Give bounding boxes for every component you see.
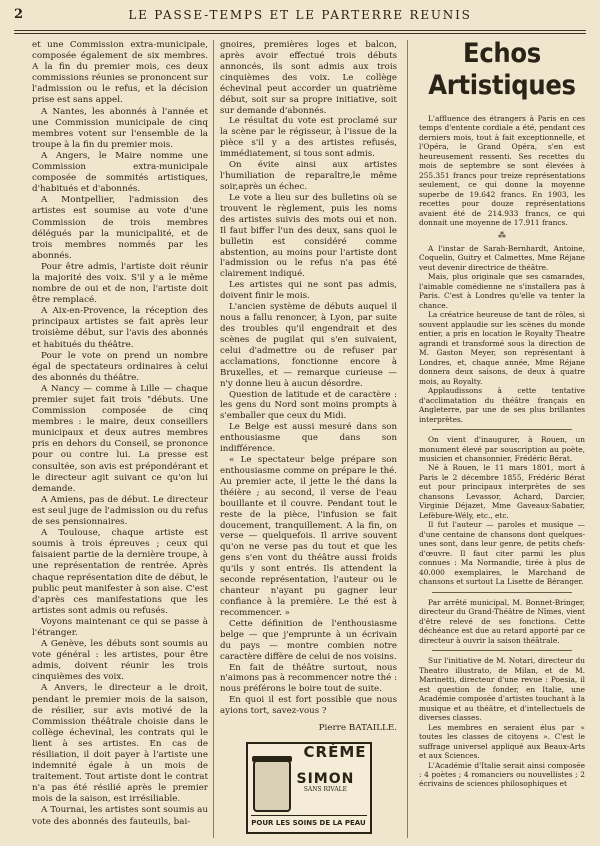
header-rule-2 [14, 33, 586, 34]
paragraph: On évite ainsi aux artistes l'humiliation de reparaître,le même soir,après un échec. [220, 160, 397, 192]
paragraph: Le Belge est aussi mesuré dans son enthousiasme que dans son indifférence. [220, 422, 397, 455]
page-header [14, 7, 586, 29]
paragraph: En quoi il est fort possible que nous ayions tort, savez-vous ? [220, 695, 397, 717]
paragraph: On vient d'inaugurer, à Rouen, un monument élevé par souscription au poète, musicien et chansonnier, Frédéric Bérat. [419, 435, 585, 463]
paragraph: Pour le vote on prend un nombre égal de spectateurs ordinaires à celui des abonnés du théâtre. [32, 350, 208, 383]
paragraph: Le résultat du vote est proclamé sur la scène par le régisseur, à l'issue de la pièce s'il y a des artistes refusés, immédiatement, si tous sont admis. [220, 116, 397, 160]
paragraph: Sur l'initiative de M. Notari, directeur du Theatro illustrato, de Milan, et de M. Marinetti, directeur d'une revue : Poesia, il est question de fonder, en Italie, une Académie composée d'artistes touchant à la musique et au théâtre, et d'intellectuels de diverses classes. [419, 656, 585, 723]
paragraph: L'Académie d'Italie serait ainsi composée : 4 poètes ; 4 romanciers ou nouvellistes ; 2 écrivains de sciences philosophiques et [419, 760, 585, 789]
paragraph: A l'instar de Sarah-Bernhardt, Antoine, Coquelin, Guitry et Calmettes, Mme Réjane veut devenir directrice de théâtre. [419, 243, 585, 272]
separator-rule [432, 429, 572, 430]
advertisement-creme-simon [246, 742, 372, 834]
paragraph: L'affluence des étrangers à Paris en ces temps d'entente cordiale a été, pendant ces derniers mois, tout à fait exceptionnelle, et l'Opéra, le Grand Opéra, s'en est heureusement ressenti. Ses recettes du mois de septembre se sont élevées à 255.351 francs pour treize représentations seulement, ce qui donne la moyenne superbe de 19.642 francs. En 1903, les recettes pour douze représentations avaient été de 214.933 francs, ce qui donnait une moyenne de 17.911 francs. [419, 114, 585, 228]
section-title: Echos Artistiques [428, 38, 576, 101]
paragraph: Le vote a lieu sur des bulletins où se trouvent le règlement, puis les noms des artistes suivis des mots oui et non. Il faut biffer l'un des deux, sans quoi le bulletin est considéré comme abstention, au moins pour l'artiste dont l'admission ou le refus n'a pas été clairement indiqué. [220, 192, 397, 280]
ad-brand: SIMON [296, 771, 355, 788]
publication-title: LE PASSE-TEMPS ET LE PARTERRE REUNIS [128, 8, 472, 22]
paragraph: A Angers, le Maire nomme une Commission extra-municipale composée de sommités artistiques, d'habitués et d'abonnés. [32, 150, 208, 195]
ad-tagline: SANS RIVALE [303, 786, 348, 793]
ad-headline: CRÈME [303, 743, 367, 762]
page-number: 2 [14, 7, 24, 22]
paragraph: Né à Rouen, le 11 mars 1801, mort à Paris le 2 décembre 1855, Frédéric Bérat eut pour principaux interprètes de ses chansons Levassor, Achard, Darcier, Virginie Déjazet, Mme Gaveaux-Sabatier, Lefèbure-Wély, etc., etc. [419, 463, 585, 520]
separator-stars: ⁂ [498, 230, 506, 240]
paragraph: Voyons maintenant ce qui se passe à l'étranger. [32, 616, 208, 638]
paragraph: Il fut l'auteur — paroles et musique — d'une centaine de chansons dont quelques-unes sont, dans leur genre, de petits chefs-d'œuvre. Il faut citer parmi les plus connues : Ma Normandie, tirée à plus de 40.000 exemplaires, le Marchand de chansons et surtout La Lisette de Béranger. [419, 520, 585, 587]
paragraph: Question de latitude et de caractère : les gens du Nord sont moins prompts à s'emballer que ceux du Midi. [220, 389, 397, 422]
paragraph: Par arrêté municipal, M. Bonnet-Bringer, directeur du Grand-Théâtre de Nîmes, vient d'être relevé de ses fonctions. Cette déchéance est due au retard apporté par ce directeur à ouvrir la saison théâtrale. [419, 597, 585, 645]
paragraph: Cette définition de l'enthousiasme belge — que j'emprunte à un écrivain du pays — montre combien notre caractère diffère de celui de nos voisins. [220, 618, 397, 662]
column-2 [220, 40, 397, 834]
paragraph: Les artistes qui ne sont pas admis, doivent finir le mois. [220, 280, 397, 302]
cream-jar-icon [253, 760, 291, 812]
header-rule [14, 30, 586, 31]
ad-footer: POUR LES SOINS DE LA PEAU [251, 815, 367, 829]
paragraph: gnoires, premières loges et balcon, après avoir effectué trois débuts annoncés, ils sont admis aux trois cinquièmes des voix. Le collège échevinal peut accorder un quatrième début, soit sur sa propre initiative, soit sur demande d'abonnés. [220, 40, 397, 116]
paragraph: A Aix-en-Provence, la réception des principaux artistes se fait après leur troisième début, sur l'avis des abonnés et habitués du théâtre. [32, 306, 208, 350]
paragraph: A Genève, les débuts sont soumis au vote général : les artistes, pour être admis, doivent réunir les trois cinquièmes des voix. [32, 639, 208, 683]
separator-rule [432, 650, 572, 651]
paragraph: En fait de théâtre surtout, nous n'aimons pas à recommencer notre thé : nous préférons le boire tout de suite. [220, 662, 397, 695]
paragraph: et une Commission extra-municipale, composée également de six membres. A la fin du premier mois, ces deux commissions réunies se prononcent sur l'admission ou le refus, et la décision prise est sans appel. [32, 40, 208, 106]
paragraph: A Toulouse, chaque artiste est soumis à trois épreuves ; ceux qui faisaient partie de la dernière troupe, à une représentation de rentrée. Après chaque représentation dite de début, le public peut manifester à son aise. C'est d'après ces manifestations que les artistes sont admis ou refusés. [32, 528, 208, 616]
column-divider [407, 40, 408, 838]
paragraph: Les membres en seraient élus par « toutes les classes de citoyens ». C'est le suffrage universel appliqué aux Beaux-Arts et aux Sciences. [419, 722, 585, 761]
column-divider [213, 40, 214, 838]
paragraph: A Montpellier, l'admission des artistes est soumise au vote d'une Commission de trois membres délégués par la municipalité, et de trois membres nommés par les abonnés. [32, 195, 208, 261]
paragraph: A Amiens, pas de début. Le directeur est seul juge de l'admission ou du refus de ses pensionnaires. [32, 494, 208, 528]
paragraph: Applaudissons à cette tentative d'acclimatation du théâtre français en Angleterre, par une de ses plus brillantes interprètes. [419, 386, 585, 424]
column-3 [419, 40, 585, 789]
paragraph: A Nantes, les abonnés à l'année et une Commission municipale de cinq membres votent sur l'ensemble de la troupe à la fin du premier mois. [32, 106, 208, 150]
paragraph: A Tournai, les artistes sont soumis au vote des abonnés des fauteuils, bai- [32, 805, 208, 827]
separator-rule [432, 592, 572, 593]
paragraph: A Nancy — comme à Lille — chaque premier sujet fait trois "débuts. Une Commission composée de cinq membres : le maire, deux conseillers municipaux et deux autres membres pris en dehors du Conseil, se prononce pour ou contre lui. La presse est consultée, son avis est prépondérant et le directeur agit suivant ce qu'on lui demande. [32, 383, 208, 494]
paragraph: A Anvers, le directeur a le droit, pendant le premier mois de la saison, de résilier, sur avis motivé de la Commission théâtrale choisie dans le collège échevinal, les contrats qui le lient à ses artistes. En cas de résiliation, il doit payer à l'artiste une indemnité égale à un mois de traitement. Tout artiste dont le contrat n'a pas été résilié après le premier mois de la saison, est irrésiliable. [32, 683, 208, 805]
paragraph: L'ancien système de débuts auquel il nous a fallu renoncer, à Lyon, par suite des troubles qu'il engendrait et des scènes de pugilat qui s'en suivaient, celui d'admettre ou de refuser par acclamations, fonctionne encore à Bruxelles, et — remarque curieuse — n'y donne lieu à aucun désordre. [220, 302, 397, 389]
paragraph: La créatrice heureuse de tant de rôles, si souvent applaudie sur les scènes du monde entier, a pris en location le Royalty Theatre agrandi et transformé sous la direction de M. Gaston Meyer, son représentant à Londres, et, chaque année, Mme Réjane donnera deux saisons, de deux à quatre mois, au Royalty. [419, 310, 585, 386]
paragraph: Pour être admis, l'artiste doit réunir la majorité des voix. S'il y a le même nombre de oui et de non, l'artiste doit être remplacé. [32, 261, 208, 306]
author-signature: Pierre BATAILLE. [318, 723, 397, 734]
paragraph: « Le spectateur belge prépare son enthousiasme comme on prépare le thé. Au premier acte, il jette le thé dans la théière ; au second, il verse de l'eau bouillante et il couvre. Pendant tout le reste de la pièce, l'infusion se fait doucement, tranquillement. A la fin, on verse — quelquefois. Il arrive souvent qu'on ne verse pas du tout et que les gens s'en vont du théâtre aussi froids qu'ils y sont entrés. Ils attendent la seconde représentation, l'auteur ou le chanteur n'ayant pu gagner leur confiance à la première. Le thé est à recommencer. » [220, 455, 397, 618]
column-1 [32, 40, 208, 828]
paragraph: Mais, plus originale que ses camarades, l'aimable comédienne ne s'installera pas à Paris. C'est à Londres qu'elle va tenter la chance. [419, 272, 585, 310]
